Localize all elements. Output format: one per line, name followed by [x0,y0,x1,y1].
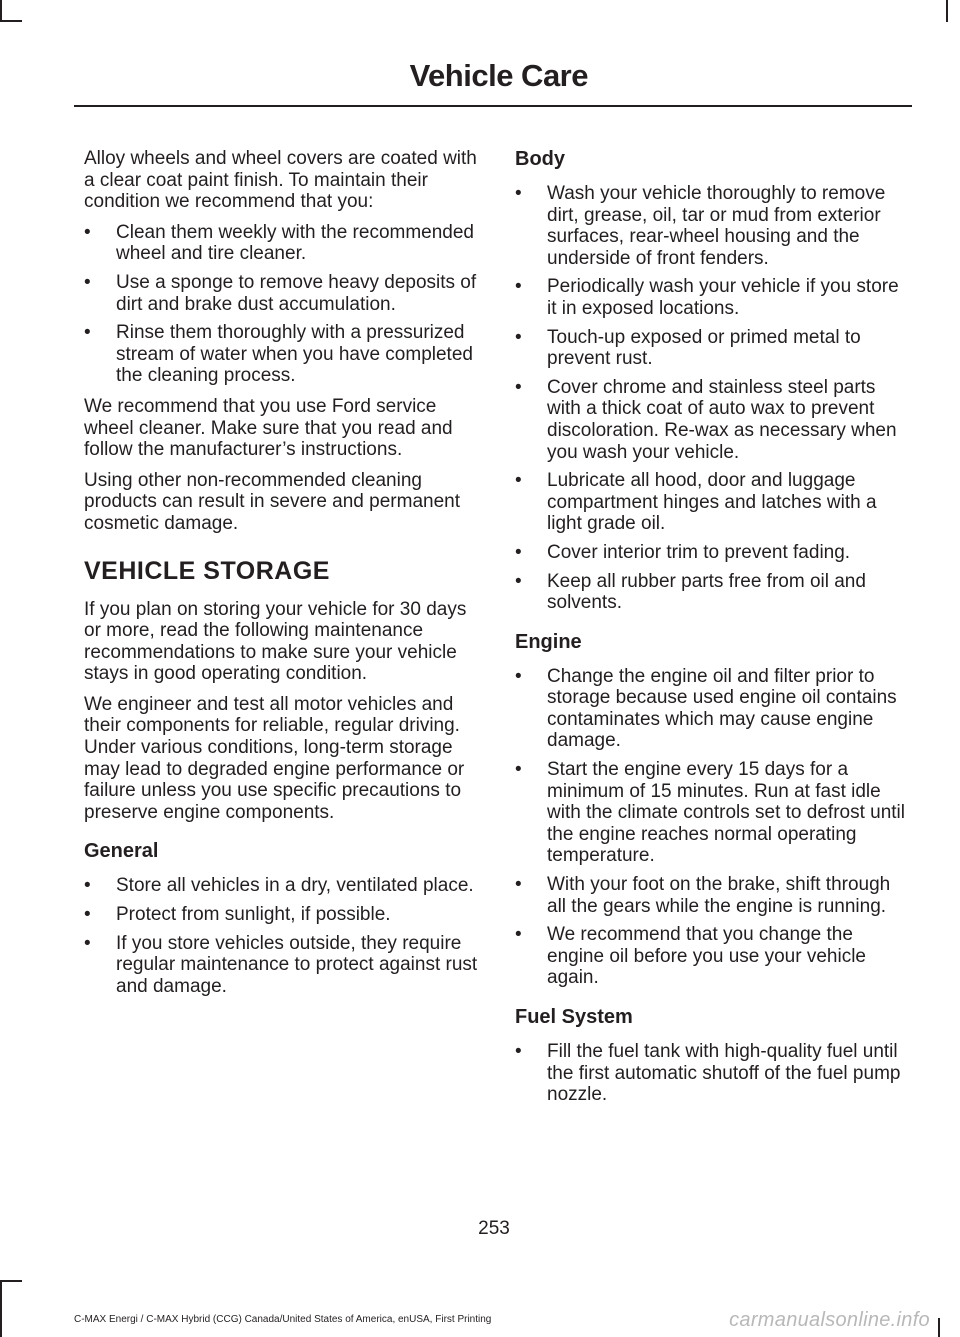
list-item-text: Fill the fuel tank with high-quality fuel until the first automatic shutoff of the fuel pump nozzle. [547,1041,901,1106]
list-item [515,470,911,535]
bullet-icon: • [515,326,522,348]
bullet-icon: • [515,1041,522,1062]
list-item-text: Clean them weekly with the recommended wheel and tire cleaner. [116,221,475,265]
bullet-icon: • [515,376,522,398]
subheading-fuel-system: Fuel System [515,1006,633,1028]
left-column [84,148,480,1006]
subheading-general: General [84,840,159,863]
list-item-text: Wash your vehicle thoroughly to remove dirt, grease, oil, tar or mud from exterior surfaces, rear-wheel housing and the underside of front fenders. [547,183,886,269]
bullet-icon: • [515,541,522,563]
bullet-icon: • [84,322,91,344]
list-item-text: Protect from sunlight, if possible. [116,904,391,926]
crop-mark-bottom-right [938,1318,940,1337]
bullet-icon: • [515,924,522,946]
storage-paragraph-2: We engineer and test all motor vehicles and their components for reliable, regular driving. Under various conditions, long-term storage may lead to degraded engine performance or failure unless you use specific precautions to preserve engine components. [84,693,465,823]
list-item-text: Start the engine every 15 days for a minimum of 15 minutes. Run at fast idle with the climate controls set to defrost until the engine reaches normal operating temperature. [547,759,905,867]
bullet-icon: • [515,276,522,298]
list-item-text: Keep all rubber parts free from oil and solvents. [547,570,866,614]
page-title: Vehicle Care [409,58,588,93]
list-item-text: Store all vehicles in a dry, ventilated place. [116,875,474,897]
list-item [515,1041,911,1106]
list-item [515,666,911,752]
crop-mark-bottom-left [0,1280,22,1282]
list-item-text: Rinse them thoroughly with a pressurized stream of water when you have completed the cleaning process. [116,322,473,387]
bullet-icon: • [515,183,522,204]
footer-publication-info: C-MAX Energi / C-MAX Hybrid (CCG) Canada/United States of America, enUSA, First Printing [74,1314,492,1325]
list-item-text: Periodically wash your vehicle if you store it in exposed locations. [547,276,899,319]
subheading-body: Body [515,148,565,170]
wheel-tips-list [84,222,480,387]
list-item [515,377,911,463]
list-item-text: Change the engine oil and filter prior to storage because used engine oil contains contaminates which may cause engine damage. [547,665,897,752]
body-list [515,183,911,614]
list-item [84,272,480,315]
subheading-engine: Engine [515,630,582,653]
bullet-icon: • [515,470,522,492]
list-item-text: Lubricate all hood, door and luggage compartment hinges and latches with a light grade oil. [547,470,877,535]
list-item-text: Use a sponge to remove heavy deposits of dirt and brake dust accumulation. [116,271,477,315]
page-number: 253 [478,1218,510,1239]
storage-paragraph-1: If you plan on storing your vehicle for 30 days or more, read the following maintenance recommendations to make sure your vehicle stays in good operating condition. [84,598,467,685]
bullet-icon: • [515,759,522,781]
section-heading-vehicle-storage: VEHICLE STORAGE [84,556,330,585]
bullet-icon: • [84,904,91,926]
crop-mark-top-right [946,0,948,22]
list-item [515,571,911,614]
recommend-paragraph: We recommend that you use Ford service wheel cleaner. Make sure that you read and follow the manufacturer’s instructions. [84,395,453,461]
list-item-text: If you store vehicles outside, they require regular maintenance to protect against rust and damage. [116,932,478,997]
list-item [84,904,480,926]
list-item-text: Cover chrome and stainless steel parts with a thick coat of auto wax to prevent discoloration. Re-wax as necessary when you wash your vehicle. [547,376,897,463]
list-item [515,874,911,917]
fuel-list [515,1041,911,1106]
list-item [515,327,911,370]
list-item [515,542,911,564]
list-item [84,933,480,998]
bullet-icon: • [515,874,522,896]
bullet-icon: • [84,271,91,293]
list-item [84,322,480,387]
list-item-text: Touch-up exposed or primed metal to prevent rust. [547,326,861,370]
wheel-intro-paragraph: Alloy wheels and wheel covers are coated with a clear coat paint finish. To maintain their condition we recommend that you: [84,148,477,213]
list-item [515,759,911,867]
list-item-text: Cover interior trim to prevent fading. [547,541,851,563]
warning-paragraph: Using other non-recommended cleaning products can result in severe and permanent cosmetic damage. [84,469,460,534]
general-list [84,875,480,997]
crop-mark-bottom-left [0,1280,2,1337]
list-item [515,276,911,319]
engine-list [515,666,911,989]
list-item-text: We recommend that you change the engine oil before you use your vehicle again. [547,924,866,989]
list-item [515,924,911,989]
right-column [515,148,911,1115]
list-item [84,222,480,265]
header-divider [74,105,912,107]
crop-mark-top-left [0,20,22,22]
bullet-icon: • [84,932,91,954]
list-item [515,183,911,269]
watermark: carmanualsonline.info [729,1309,930,1331]
crop-mark-top-left [0,0,2,22]
bullet-icon: • [84,221,91,243]
bullet-icon: • [515,570,522,592]
bullet-icon: • [84,875,91,897]
list-item-text: With your foot on the brake, shift through all the gears while the engine is running. [547,874,891,917]
list-item [84,875,480,897]
bullet-icon: • [515,665,522,687]
